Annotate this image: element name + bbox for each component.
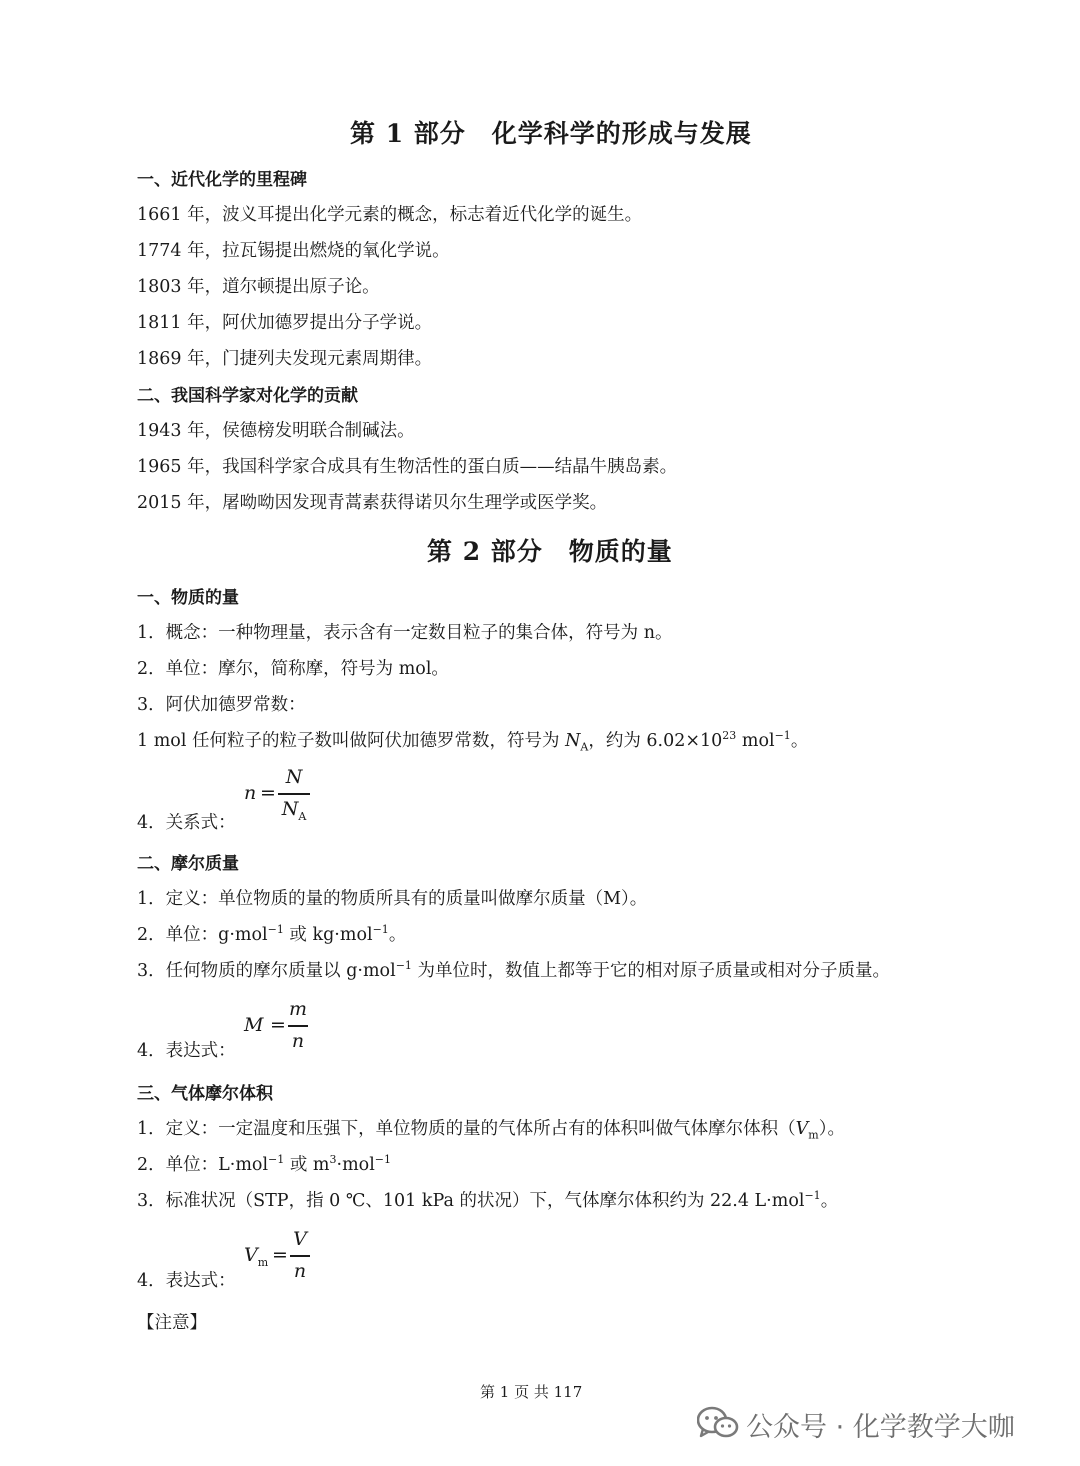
- molar-volume-expression-label: 4．表达式：: [137, 1271, 236, 1291]
- note-heading: 【注意】: [137, 1313, 207, 1333]
- milestone-line: 1811 年，阿伏加德罗提出分子学说。: [137, 313, 433, 333]
- avogadro-label-line: 3．阿伏加德罗常数：: [137, 695, 306, 715]
- contribution-line: 1943 年，侯德榜发明联合制碱法。: [137, 421, 415, 441]
- milestone-line: 1774 年，拉瓦锡提出燃烧的氧化学说。: [137, 241, 450, 261]
- molar-volume-formula: $V_m$ = V n: [242, 1228, 322, 1288]
- part2-section3-heading: 三、气体摩尔体积: [137, 1084, 273, 1104]
- avogadro-definition-line: 1 mol 任何粒子的粒子数叫做阿伏加德罗常数，符号为 $N_A$，约为 $6.02\times 10^{23}$ mol$^{-1}$。: [137, 729, 809, 754]
- amount-concept-line: 1．概念：一种物理量，表示含有一定数目粒子的集合体，符号为 n。: [137, 623, 673, 643]
- fraction-bar: [278, 793, 310, 795]
- fraction-bar: [290, 1255, 310, 1257]
- part1-section2-heading: 二、我国科学家对化学的贡献: [137, 386, 358, 406]
- fraction-bar: [288, 1025, 308, 1027]
- molar-volume-unit: 2．单位：L·mol$^{-1}$ 或 $m^3\cdot mol^{-1}$: [137, 1153, 392, 1175]
- page-number: 第 1 页 共 117: [480, 1383, 583, 1401]
- milestone-line: 1661 年，波义耳提出化学元素的概念，标志着近代化学的诞生。: [137, 205, 643, 225]
- molar-mass-note: 3．任何物质的摩尔质量以 g·mol$^{-1}$ 为单位时，数值上都等于它的相对原子质量或相对分子质量。: [137, 959, 890, 981]
- wechat-icon: [697, 1406, 739, 1440]
- molar-mass-formula: M = m n: [244, 998, 308, 1052]
- molar-mass-definition: 1．定义：单位物质的量的物质所具有的质量叫做摩尔质量（M）。: [137, 889, 648, 909]
- milestone-line: 1869 年，门捷列夫发现元素周期律。: [137, 349, 433, 369]
- molar-mass-expression-label: 4．表达式：: [137, 1041, 236, 1061]
- part1-section1-heading: 一、近代化学的里程碑: [137, 170, 307, 190]
- amount-unit-line: 2．单位：摩尔，简称摩，符号为 mol。: [137, 659, 449, 679]
- milestone-line: 1803 年，道尔顿提出原子论。: [137, 277, 380, 297]
- molar-mass-unit: 2．单位：g·mol$^{-1}$ 或 kg·mol$^{-1}$。: [137, 923, 407, 945]
- molar-volume-stp: 3．标准状况（STP，指 0 ℃、101 kPa 的状况）下，气体摩尔体积约为 22.4 L·mol$^{-1}$。: [137, 1189, 839, 1211]
- contribution-line: 2015 年，屠呦呦因发现青蒿素获得诺贝尔生理学或医学奖。: [137, 493, 608, 513]
- part2-section2-heading: 二、摩尔质量: [137, 854, 239, 874]
- watermark-text: 公众号 · 化学教学大咖: [746, 1412, 1015, 1443]
- relation-label: 4．关系式：: [137, 813, 236, 833]
- part2-title: 第 2 部分 物质的量: [427, 537, 673, 566]
- part1-title: 第 1 部分 化学科学的形成与发展: [350, 119, 752, 148]
- contribution-line: 1965 年，我国科学家合成具有生物活性的蛋白质——结晶牛胰岛素。: [137, 457, 678, 477]
- relation-formula: n = N $N_A$: [240, 764, 320, 828]
- part2-section1-heading: 一、物质的量: [137, 588, 239, 608]
- molar-volume-definition: 1．定义：一定温度和压强下，单位物质的量的气体所占有的体积叫做气体摩尔体积$(V_m)$。: [137, 1119, 845, 1142]
